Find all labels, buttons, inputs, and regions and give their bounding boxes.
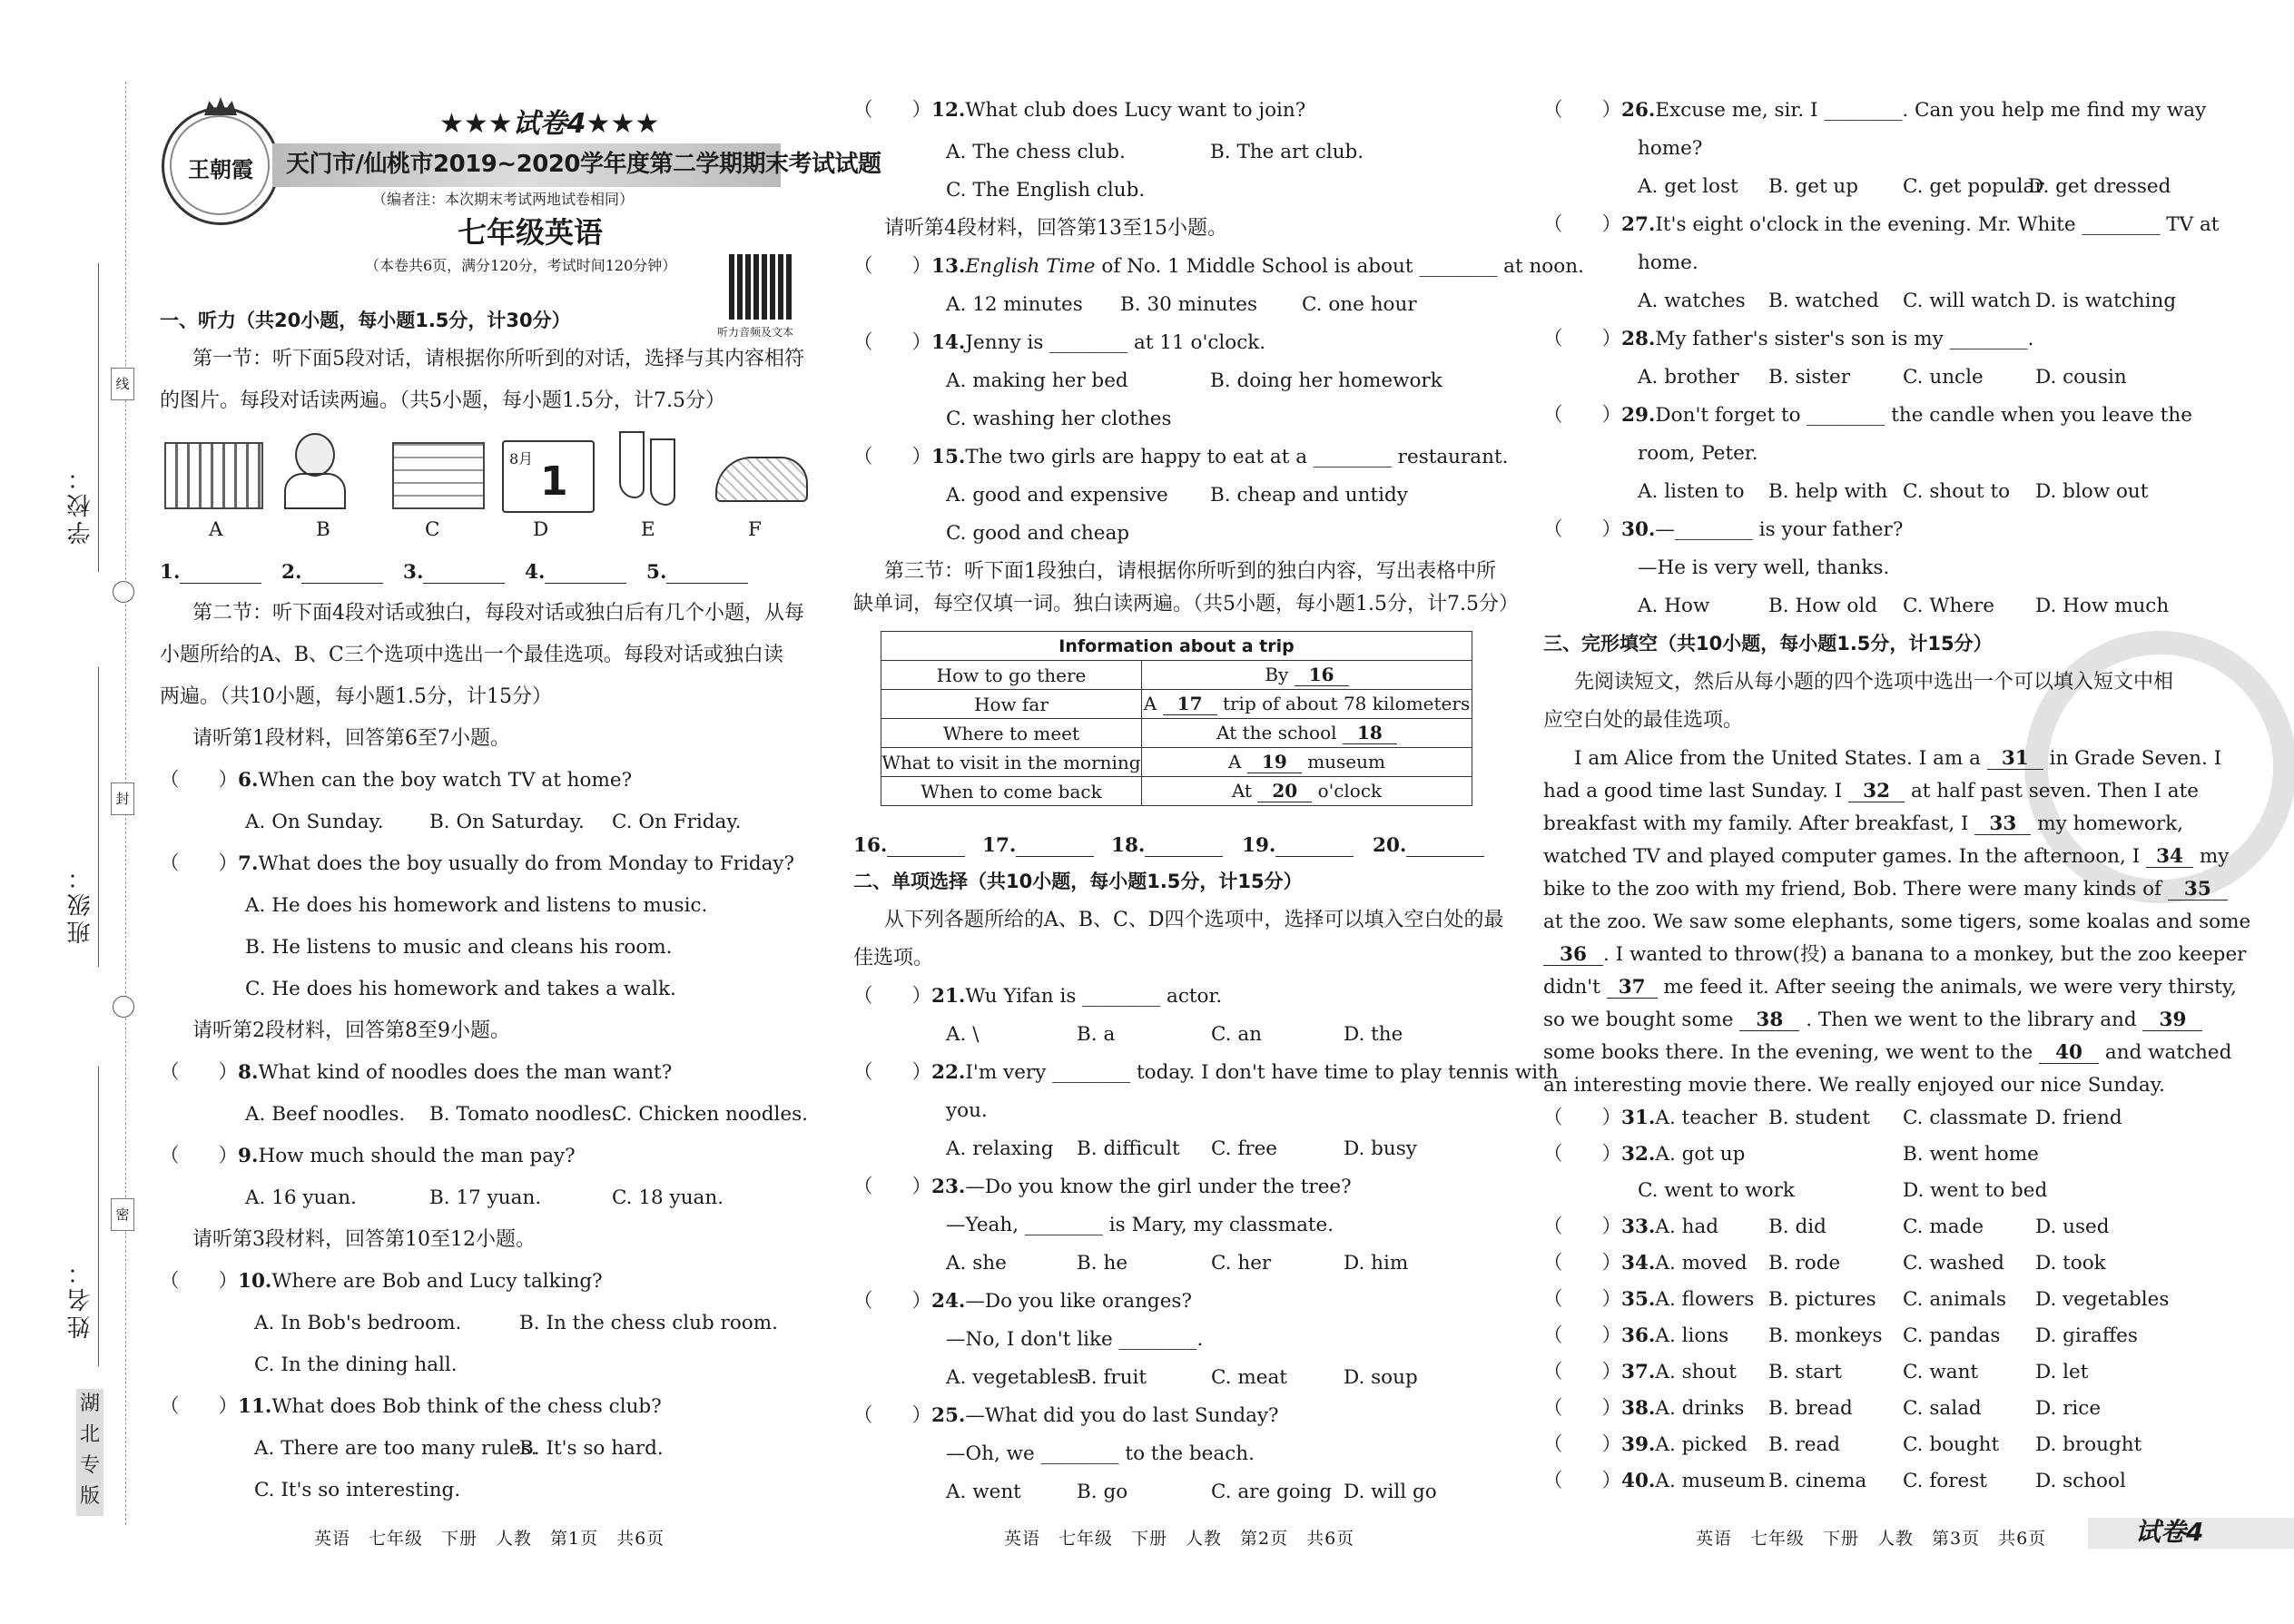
footer-badge: 试卷4 (2135, 1517, 2204, 1547)
answer-paren[interactable]: （ ） (160, 1395, 239, 1418)
answer-blank[interactable] (1016, 836, 1094, 857)
answer-num: 2. (281, 561, 302, 584)
cloze-instruction: 应空白处的最佳选项。 (1543, 709, 1744, 732)
option: C. Chicken noodles. (612, 1103, 808, 1126)
school-label: 学校： (67, 463, 94, 545)
option: B. student (1768, 1107, 1870, 1129)
option: D. rice (2035, 1397, 2102, 1420)
material-instruction: 请听第1段材料，回答第6至7小题。 (192, 727, 510, 750)
option: C. The English club. (946, 179, 1146, 202)
option: C. In the dining hall. (254, 1353, 458, 1376)
option: A. He does his homework and listens to music. (245, 894, 708, 917)
option: A. \ (946, 1023, 980, 1046)
building-icon (164, 442, 263, 509)
option: A. vegetables (946, 1366, 1079, 1389)
option: C. salad (1903, 1397, 1982, 1420)
s3-instruction: 第三节：听下面1段独白，请根据你所听到的独白内容，写出表格中所 (884, 560, 1496, 583)
option: B. doing her homework (1210, 369, 1442, 392)
answer-num: 5. (646, 561, 667, 584)
class-label: 班级： (67, 862, 94, 944)
answer-num: 1. (160, 561, 181, 584)
answer-paren[interactable]: （ ） (853, 1404, 932, 1427)
option: B. a (1077, 1023, 1116, 1046)
exam-title: 天门市/仙桃市2019~2020学年度第二学期期末考试试题 (286, 151, 881, 178)
cloze-blank[interactable]: 33 (1974, 814, 2031, 835)
answer-num: 4. (525, 561, 546, 584)
fill-blank[interactable]: 19 (1247, 751, 1302, 773)
single-instruction: 佳选项。 (853, 947, 934, 969)
street-scene-icon (392, 442, 485, 509)
option: B. he (1077, 1252, 1128, 1275)
material-instruction: 请听第4段材料，回答第13至15小题。 (884, 217, 1227, 240)
answer-paren[interactable]: （ ） (1543, 328, 1622, 350)
fill-blank[interactable]: 18 (1343, 722, 1397, 744)
answer-blank[interactable] (180, 563, 261, 584)
option: B. Tomato noodles. (429, 1103, 618, 1126)
material-instruction: 请听第3段材料，回答第10至12小题。 (192, 1228, 536, 1251)
option: D. went to bed (1903, 1179, 2048, 1202)
answer-paren[interactable]: （ ） (1543, 518, 1622, 541)
option: C. On Friday. (612, 811, 742, 833)
cloze-instruction: 先阅读短文，然后从每小题的四个选项中选出一个可以填入短文中相 (1574, 671, 2174, 694)
edition-badge: 湖北专版 (76, 1389, 103, 1516)
answer-paren[interactable]: （ ） (853, 99, 932, 122)
option: C. want (1903, 1361, 1979, 1383)
option: C. shout to (1903, 480, 2011, 503)
cloze-blank[interactable]: 34 (2146, 847, 2193, 868)
option: C. uncle (1903, 366, 1984, 389)
single-instruction: 从下列各题所给的A、B、C、D四个选项中，选择可以填入空白处的最 (884, 909, 1504, 931)
seal-mark-secret: 密 (111, 1198, 134, 1231)
option: C. free (1211, 1137, 1278, 1160)
qr-code (729, 254, 794, 320)
s3-instruction: 缺单词，每空仅填一词。独白读两遍。（共5小题，每小题1.5分，计7.5分） (853, 593, 1519, 615)
option: C. went to work (1638, 1179, 1795, 1202)
option: C. pandas (1903, 1324, 2001, 1347)
option: A. brother (1638, 366, 1739, 389)
answer-paren[interactable]: （ ） (160, 852, 239, 875)
editor-note: （编者注：本次期末考试两地试卷相同） (372, 191, 635, 208)
option: B. went home (1903, 1143, 2039, 1166)
option: D. How much (2035, 595, 2170, 617)
option: A. The chess club. (946, 141, 1126, 163)
answer-paren[interactable]: （ ） (1543, 1433, 1622, 1456)
option: D. vegetables (2035, 1288, 2170, 1311)
option: A. watches (1638, 290, 1746, 312)
option: C. He does his homework and takes a walk. (245, 978, 676, 1000)
cloze-blank[interactable]: 37 (1607, 978, 1658, 999)
answer-paren[interactable]: （ ） (1543, 1397, 1622, 1420)
option: B. rode (1768, 1252, 1841, 1275)
answer-paren[interactable]: （ ） (1543, 1324, 1622, 1347)
pic-label: B (316, 518, 330, 541)
option: C. meat (1211, 1366, 1287, 1389)
sneakers-icon (715, 457, 808, 502)
table-row: What to visit in the morning A 19 museum (881, 748, 1472, 777)
answer-blank[interactable] (423, 563, 505, 584)
answer-paren[interactable]: （ ） (1543, 1288, 1622, 1311)
option: B. go (1077, 1481, 1128, 1503)
option: D. used (2035, 1216, 2110, 1238)
exam-info: （本卷共6页，满分120分，考试时间120分钟） (365, 257, 677, 274)
name-label: 姓名： (67, 1257, 94, 1339)
brand-logo (162, 107, 280, 225)
option: B. cinema (1768, 1470, 1867, 1492)
table-row: How far A 17 trip of about 78 kilometers (881, 690, 1472, 719)
option: C. good and cheap (946, 522, 1130, 545)
option: A. 12 minutes (946, 293, 1083, 316)
logo-text: 王朝霞 (188, 156, 253, 182)
answer-blank[interactable] (1406, 836, 1484, 857)
binding-hole (113, 581, 134, 603)
cloze-blank[interactable]: 31 (1987, 749, 2043, 770)
seal-mark-seal: 封 (111, 782, 134, 815)
option: B. get up (1768, 175, 1859, 198)
option: C. washing her clothes (946, 408, 1172, 430)
option: B. did (1768, 1216, 1826, 1238)
trip-info-table (881, 631, 1472, 806)
answer-blank[interactable] (1275, 836, 1354, 857)
option: C. will watch (1903, 290, 2031, 312)
option: D. let (2035, 1361, 2089, 1383)
option: D. him (1344, 1252, 1409, 1275)
calendar-month: 8月 (509, 450, 534, 468)
option: C. classmate (1903, 1107, 2028, 1129)
answer-paren[interactable]: （ ） (853, 985, 932, 1008)
cloze-blank[interactable]: 32 (1848, 782, 1905, 802)
answer-blank[interactable] (1145, 836, 1223, 857)
option: A. In Bob's bedroom. (254, 1312, 462, 1334)
option: C. Where (1903, 595, 1995, 617)
answer-num: 3. (403, 561, 424, 584)
answer-blank[interactable] (887, 836, 965, 857)
answer-blank[interactable] (301, 563, 383, 584)
answer-blank[interactable] (545, 563, 626, 584)
cloze-blank[interactable]: 39 (2142, 1010, 2202, 1031)
pic-label: D (533, 518, 549, 541)
answer-paren[interactable]: （ ） (1543, 1143, 1622, 1166)
option: B. watched (1768, 290, 1879, 312)
option: B. On Saturday. (429, 811, 585, 833)
table-title: Information about a trip (881, 632, 1472, 661)
cloze-blank[interactable]: 36 (1543, 945, 1603, 966)
option: D. cousin (2035, 366, 2127, 389)
option: A. On Sunday. (245, 811, 384, 833)
pic-label: F (748, 518, 762, 541)
answer-paren[interactable]: （ ） (853, 1061, 932, 1084)
option: B. bread (1768, 1397, 1853, 1420)
qr-caption: 听力音频及文本 (717, 326, 794, 339)
answer-paren[interactable]: （ ） (1543, 1107, 1622, 1129)
option: C. It's so interesting. (254, 1479, 461, 1501)
option: D. blow out (2035, 480, 2149, 503)
footer-page-2: 英语 七年级 下册 人教 第2页 共6页 (1004, 1529, 1355, 1549)
answer-paren[interactable]: （ ） (160, 769, 239, 792)
option: B. How old (1768, 595, 1877, 617)
binding-hole (113, 996, 134, 1018)
option: D. friend (2035, 1107, 2122, 1129)
option: D. brought (2035, 1433, 2142, 1456)
subject-title: 七年级英语 (458, 215, 604, 250)
s1-instruction: 第一节：听下面5段对话，请根据你所听到的对话，选择与其内容相符 (192, 348, 804, 370)
option: C. are going (1211, 1481, 1333, 1503)
option: C. 18 yuan. (612, 1186, 724, 1209)
option: A. listen to (1638, 480, 1745, 503)
answer-paren[interactable]: （ ） (1543, 1216, 1622, 1238)
fill-blank[interactable]: 20 (1257, 780, 1312, 802)
option: D. get dressed (2028, 175, 2171, 198)
option: C. made (1903, 1216, 1984, 1238)
s1-instruction: 的图片。每段对话读两遍。（共5小题，每小题1.5分，计7.5分） (160, 389, 725, 412)
s2-instruction: 小题所给的A、B、C三个选项中选出一个最佳选项。每段对话或独白读 (160, 644, 783, 666)
option: A. Beef noodles. (245, 1103, 406, 1126)
option: B. cheap and untidy (1210, 484, 1408, 507)
footer-page-3: 英语 七年级 下册 人教 第3页 共6页 (1696, 1529, 2047, 1549)
answer-paren[interactable]: （ ） (1543, 213, 1622, 236)
seal-mark-line: 线 (111, 368, 134, 400)
option: B. pictures (1768, 1288, 1876, 1311)
calendar-day: 1 (540, 458, 568, 505)
answer-paren[interactable]: （ ） (853, 331, 932, 354)
option: B. It's so hard. (519, 1437, 664, 1460)
option: B. sister (1768, 366, 1851, 389)
s2-instruction: 第二节：听下面4段对话或独白，每段对话或独白后有几个小题，从每 (192, 602, 804, 625)
option: A. making her bed (946, 369, 1128, 392)
pic-label: E (641, 518, 655, 541)
option: D. school (2035, 1470, 2126, 1492)
option: C. one hour (1302, 293, 1417, 316)
option: C. an (1211, 1023, 1263, 1046)
single-choice-heading: 二、单项选择（共10小题，每小题1.5分，计15分） (853, 871, 1303, 892)
option: B. start (1768, 1361, 1842, 1383)
girl-headphones-icon (281, 433, 346, 507)
option: A. good and expensive (946, 484, 1168, 507)
option: D. busy (1344, 1137, 1417, 1160)
option: C. get popular (1903, 175, 2044, 198)
pic-label: C (425, 518, 440, 541)
option: A. 16 yuan. (245, 1186, 357, 1209)
s2-instruction: 两遍。（共10小题，每小题1.5分，计15分） (160, 685, 552, 708)
option: C. her (1211, 1252, 1272, 1275)
option: B. 17 yuan. (429, 1186, 542, 1209)
option: A. There are too many rules. (254, 1437, 537, 1460)
option: D. the (1344, 1023, 1403, 1046)
option: B. In the chess club room. (519, 1312, 778, 1334)
answer-paren[interactable]: （ ） (853, 446, 932, 468)
answer-paren[interactable]: （ ） (853, 1176, 932, 1198)
option: A. relaxing (946, 1137, 1054, 1160)
answer-paren[interactable]: （ ） (1543, 1252, 1622, 1275)
option: D. giraffes (2035, 1324, 2138, 1347)
table-row: Where to meet At the school 18 (881, 719, 1472, 748)
option: B. help with (1768, 480, 1888, 503)
option: A. she (946, 1252, 1007, 1275)
answer-paren[interactable]: （ ） (1543, 1361, 1622, 1383)
option: A. How (1638, 595, 1710, 617)
answer-paren[interactable]: （ ） (1543, 1470, 1622, 1492)
option: A. get lost (1638, 175, 1738, 198)
option: D. is watching (2035, 290, 2177, 312)
cloze-blank[interactable]: 40 (2039, 1043, 2099, 1064)
answer-blank[interactable] (666, 563, 748, 584)
table-row: When to come back At 20 o'clock (881, 777, 1472, 806)
material-instruction: 请听第2段材料，回答第8至9小题。 (192, 1019, 510, 1042)
answer-paren[interactable]: （ ） (160, 1061, 239, 1084)
option: B. monkeys (1768, 1324, 1883, 1347)
option: C. animals (1903, 1288, 2007, 1311)
option: B. read (1768, 1433, 1841, 1456)
option: D. will go (1344, 1481, 1437, 1503)
option: B. fruit (1077, 1366, 1147, 1389)
option: B. difficult (1077, 1137, 1180, 1160)
table-row: How to go there By 16 (881, 661, 1472, 690)
cloze-heading: 三、完形填空（共10小题，每小题1.5分，计15分） (1543, 633, 1993, 655)
answer-paren[interactable]: （ ） (160, 1145, 239, 1167)
option: D. soup (1344, 1366, 1418, 1389)
calendar-icon (502, 440, 595, 513)
answer-paren[interactable]: （ ） (1543, 99, 1622, 122)
answer-paren[interactable]: （ ） (160, 1270, 239, 1293)
option: A. went (946, 1481, 1021, 1503)
option: C. forest (1903, 1470, 1987, 1492)
option: C. washed (1903, 1252, 2004, 1275)
cloze-blank[interactable]: 38 (1739, 1010, 1799, 1031)
option: D. took (2035, 1252, 2106, 1275)
answer-paren[interactable]: （ ） (1543, 404, 1622, 427)
answer-paren[interactable]: （ ） (853, 255, 932, 278)
answer-paren[interactable]: （ ） (853, 1290, 932, 1313)
paper-badge: ★★★试卷4★★★ (439, 108, 660, 140)
fill-blank[interactable]: 16 (1295, 664, 1349, 686)
option: B. The art club. (1210, 141, 1364, 163)
cloze-blank[interactable]: 35 (2168, 880, 2228, 901)
fill-blank[interactable]: 17 (1163, 693, 1217, 715)
footer-page-1: 英语 七年级 下册 人教 第1页 共6页 (314, 1529, 665, 1549)
socks-icon (614, 431, 682, 507)
option: C. bought (1903, 1433, 2000, 1456)
option: B. 30 minutes (1120, 293, 1258, 316)
option: B. He listens to music and cleans his room. (245, 936, 673, 959)
listening-heading: 一、听力（共20小题，每小题1.5分，计30分） (160, 310, 571, 331)
pic-label: A (209, 518, 223, 541)
